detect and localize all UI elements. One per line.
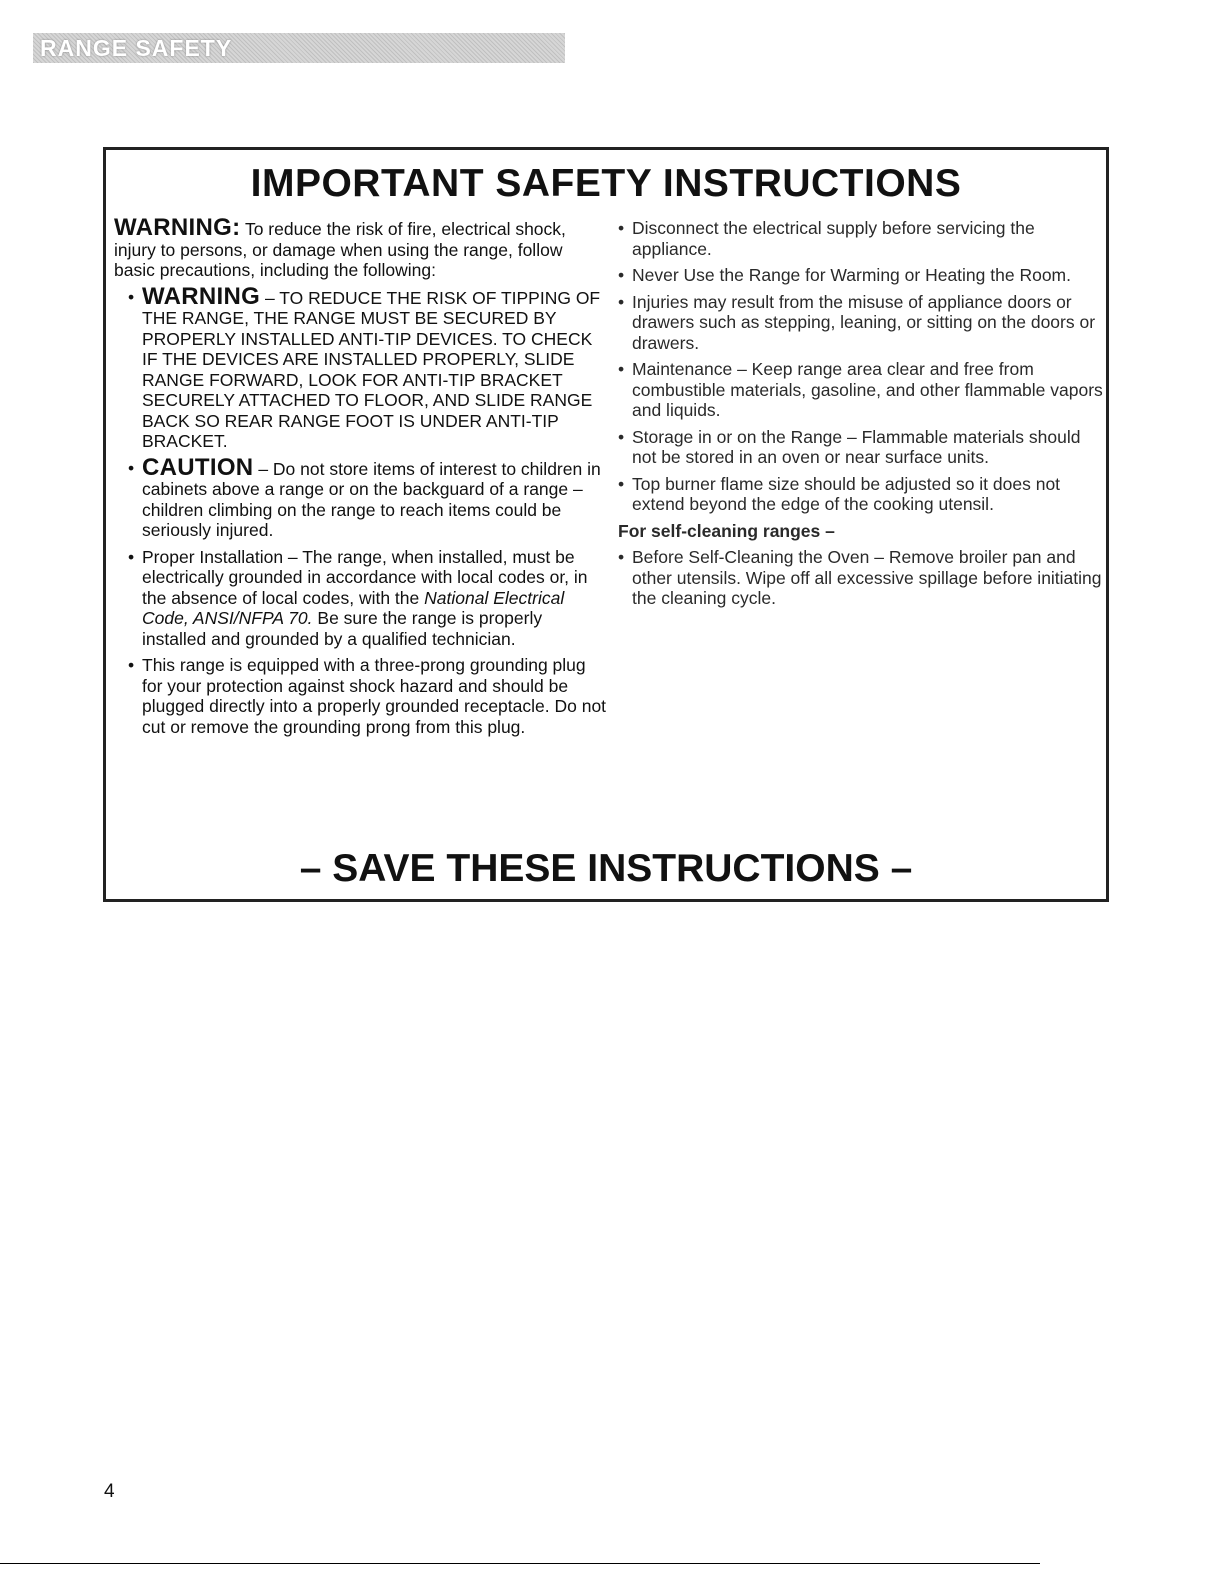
list-item bbox=[616, 265, 1104, 286]
bottom-rule bbox=[0, 1563, 1040, 1564]
left-column bbox=[114, 214, 607, 743]
box-title: IMPORTANT SAFETY INSTRUCTIONS bbox=[250, 162, 962, 205]
list-item bbox=[616, 292, 1104, 354]
list-item-text: Never Use the Range for Warming or Heating the Room. bbox=[632, 265, 1071, 285]
list-item bbox=[616, 218, 1104, 259]
grounding-plug-text: This range is equipped with a three-prong grounding plug for your protection against shock hazard and should be plugged directly into a properly grounded receptacle. Do not cut or remove the grounding prong from this plug. bbox=[142, 655, 607, 737]
list-item-grounding-plug bbox=[114, 655, 607, 737]
bullet-icon: • bbox=[618, 291, 625, 312]
list-item-text: Injuries may result from the misuse of appliance doors or drawers such as stepping, leaning, or sitting on the doors or drawers. bbox=[632, 291, 1096, 353]
bullet-icon: • bbox=[128, 286, 135, 307]
caution-lead: CAUTION bbox=[142, 453, 254, 481]
bullet-icon: • bbox=[128, 655, 135, 675]
bullet-icon: • bbox=[128, 546, 135, 567]
list-item-caution bbox=[114, 453, 607, 541]
warning-intro-text: To reduce the risk of fire, electrical shock, injury to persons, or damage when using the range, follow basic precautions, including the following: bbox=[114, 219, 566, 280]
list-item-text: Disconnect the electrical supply before servicing the appliance. bbox=[632, 218, 1035, 259]
list-item-text: Before Self-Cleaning the Oven – Remove broiler pan and other utensils. Wipe off all excessive spillage before initiating the cleaning cycle. bbox=[632, 547, 1102, 608]
list-item-text: Maintenance – Keep range area clear and free from combustible materials, gasoline, and other flammable vapors and liquids. bbox=[632, 359, 1103, 420]
installation-text-b: Be sure the range is properly installed and grounded by a qualified technician. bbox=[142, 608, 543, 649]
warning-intro-lead: WARNING: bbox=[114, 214, 241, 241]
caution-text: – Do not store items of interest to children in cabinets above a range or on the backguard of a range – children climbing on the range to reach items could be seriously injured. bbox=[142, 458, 601, 540]
bullet-icon: • bbox=[128, 457, 135, 478]
list-item bbox=[616, 547, 1104, 609]
section-title: RANGE SAFETY bbox=[40, 35, 233, 61]
self-cleaning-subhead: For self-cleaning ranges – bbox=[618, 520, 835, 541]
bullet-icon: • bbox=[618, 218, 625, 238]
safety-instructions-box bbox=[103, 147, 1109, 902]
list-item-text: Storage in or on the Range – Flammable materials should not be stored in an oven or near surface units. bbox=[632, 426, 1081, 467]
right-column bbox=[616, 218, 1104, 615]
list-item bbox=[616, 474, 1104, 515]
list-item-anti-tip-warning bbox=[114, 282, 607, 452]
installation-code-ref: National Electrical Code, ANSI/NFPA 70. bbox=[142, 587, 565, 628]
box-footer: – SAVE THESE INSTRUCTIONS – bbox=[299, 847, 913, 890]
list-item bbox=[616, 359, 1104, 421]
list-item-text: Top burner flame size should be adjusted so it does not extend beyond the edge of the cooking utensil. bbox=[632, 473, 1061, 514]
bullet-icon: • bbox=[618, 547, 625, 567]
list-item-proper-installation bbox=[114, 547, 607, 650]
warning-intro bbox=[114, 214, 607, 281]
bullet-icon: • bbox=[618, 473, 625, 494]
bullet-icon: • bbox=[618, 359, 625, 379]
installation-text-a: Proper Installation – The range, when installed, must be electrically grounded in accordance with local codes or, in the absence of local codes, with the bbox=[142, 546, 588, 608]
anti-tip-lead: WARNING bbox=[142, 282, 261, 310]
list-item bbox=[616, 427, 1104, 468]
anti-tip-text: – TO REDUCE THE RISK OF TIPPING OF THE RANGE, THE RANGE MUST BE SECURED BY PROPERLY INSTALLED ANTI-TIP DEVICES. TO CHECK IF THE DEVICES ARE INSTALLED PROPERLY, SLIDE RANGE FORWARD, LOOK FOR ANTI-TIP BRACKET SECURELY ATTACHED TO FLOOR, AND SLIDE RANGE BACK SO REAR RANGE FOOT IS UNDER ANTI-TIP BRACKET. bbox=[142, 287, 601, 451]
page-number: 4 bbox=[104, 1481, 115, 1502]
bullet-icon: • bbox=[618, 426, 625, 447]
bullet-icon: • bbox=[618, 265, 625, 285]
